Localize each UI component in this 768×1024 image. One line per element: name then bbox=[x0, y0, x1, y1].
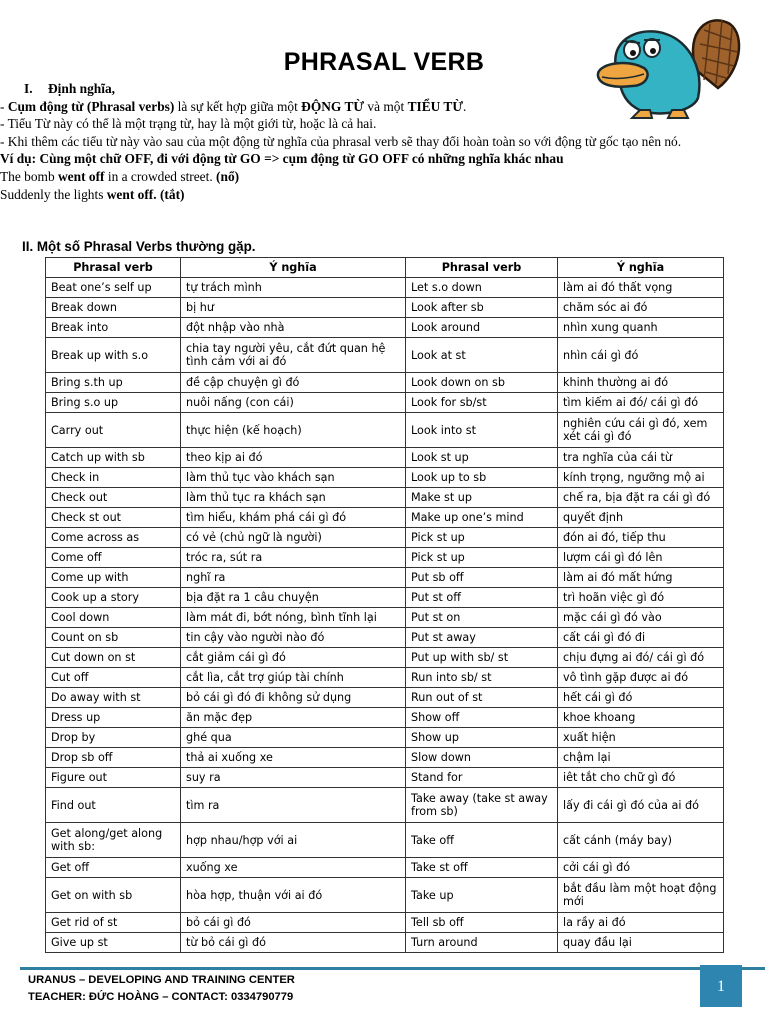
phrasal-verb-cell: Cut off bbox=[46, 668, 181, 688]
table-row bbox=[46, 278, 724, 298]
phrasal-verb-cell: Make up one’s mind bbox=[406, 508, 558, 528]
phrasal-verb-cell: Come off bbox=[46, 548, 181, 568]
table-row bbox=[46, 468, 724, 488]
table-row bbox=[46, 298, 724, 318]
phrasal-verb-cell: Look around bbox=[406, 318, 558, 338]
page-number: 1 bbox=[700, 965, 742, 1007]
meaning-cell: nghĩ ra bbox=[181, 568, 406, 588]
table-row bbox=[46, 748, 724, 768]
phrasal-verb-cell: Figure out bbox=[46, 768, 181, 788]
meaning-cell: kính trọng, ngưỡng mộ ai bbox=[558, 468, 724, 488]
meaning-cell: ăn mặc đẹp bbox=[181, 708, 406, 728]
meaning-cell: suy ra bbox=[181, 768, 406, 788]
phrasal-verb-cell: Pick st up bbox=[406, 548, 558, 568]
phrasal-verb-cell: Break up with s.o bbox=[46, 338, 181, 373]
meaning-cell: hợp nhau/hợp với ai bbox=[181, 823, 406, 858]
phrasal-verb-cell: Come up with bbox=[46, 568, 181, 588]
footer bbox=[28, 972, 295, 1006]
table-row bbox=[46, 933, 724, 953]
phrasal-verb-cell: Look st up bbox=[406, 448, 558, 468]
table-row bbox=[46, 448, 724, 468]
phrasal-verb-cell: Cool down bbox=[46, 608, 181, 628]
table-row bbox=[46, 508, 724, 528]
meaning-cell: hết cái gì đó bbox=[558, 688, 724, 708]
meaning-cell: vô tình gặp được ai đó bbox=[558, 668, 724, 688]
phrasal-verb-cell: Look after sb bbox=[406, 298, 558, 318]
meaning-cell: xuất hiện bbox=[558, 728, 724, 748]
meaning-cell: tin cậy vào người nào đó bbox=[181, 628, 406, 648]
phrasal-verb-cell: Drop by bbox=[46, 728, 181, 748]
table-row bbox=[46, 628, 724, 648]
table-row bbox=[46, 858, 724, 878]
table-row bbox=[46, 878, 724, 913]
meaning-cell: lấy đi cái gì đó của ai đó bbox=[558, 788, 724, 823]
phrasal-verb-cell: Dress up bbox=[46, 708, 181, 728]
table-row bbox=[46, 608, 724, 628]
table-row bbox=[46, 913, 724, 933]
phrasal-verb-cell: Put st away bbox=[406, 628, 558, 648]
phrasal-verb-cell: Run out of st bbox=[406, 688, 558, 708]
footer-center-name: URANUS – DEVELOPING AND TRAINING CENTER bbox=[28, 974, 295, 986]
header-meaning: Ý nghĩa bbox=[558, 258, 724, 278]
meaning-cell: nhìn xung quanh bbox=[558, 318, 724, 338]
meaning-cell: tróc ra, sút ra bbox=[181, 548, 406, 568]
phrasal-verb-cell: Take st off bbox=[406, 858, 558, 878]
header-phrasal-verb: Phrasal verb bbox=[46, 258, 181, 278]
example-sentence-2: Suddenly the lights went off. (tắt) bbox=[0, 186, 185, 202]
section-1-heading: I. Định nghĩa, bbox=[24, 81, 115, 96]
phrasal-verb-cell: Show off bbox=[406, 708, 558, 728]
meaning-cell: cởi cái gì đó bbox=[558, 858, 724, 878]
meaning-cell: đón ai đó, tiếp thu bbox=[558, 528, 724, 548]
phrasal-verb-cell: Get on with sb bbox=[46, 878, 181, 913]
meaning-cell: nghiên cứu cái gì đó, xem xét cái gì đó bbox=[558, 413, 724, 448]
meaning-cell: bịa đặt ra 1 câu chuyện bbox=[181, 588, 406, 608]
meaning-cell: hòa hợp, thuận với ai đó bbox=[181, 878, 406, 913]
table-row bbox=[46, 788, 724, 823]
page-title: PHRASAL VERB bbox=[283, 48, 485, 76]
phrasal-verb-cell: Get along/get along with sb: bbox=[46, 823, 181, 858]
definition-line-3: - Khi thêm các tiểu từ này vào sau của một động từ nghĩa của phrasal verb sẽ thay đổi hoàn toàn so với động từ gốc tạo nên nó. bbox=[0, 133, 682, 149]
table-row bbox=[46, 728, 724, 748]
phrasal-verb-cell: Bring s.th up bbox=[46, 373, 181, 393]
meaning-cell: bị hư bbox=[181, 298, 406, 318]
header-meaning: Ý nghĩa bbox=[181, 258, 406, 278]
meaning-cell: nhìn cái gì đó bbox=[558, 338, 724, 373]
table-row bbox=[46, 668, 724, 688]
meaning-cell: theo kịp ai đó bbox=[181, 448, 406, 468]
meaning-cell: đột nhập vào nhà bbox=[181, 318, 406, 338]
phrasal-verb-cell: Look down on sb bbox=[406, 373, 558, 393]
meaning-cell: tìm kiếm ai đó/ cái gì đó bbox=[558, 393, 724, 413]
phrasal-verb-cell: Slow down bbox=[406, 748, 558, 768]
table-row bbox=[46, 708, 724, 728]
phrasal-verb-cell: Cook up a story bbox=[46, 588, 181, 608]
meaning-cell: chậm lại bbox=[558, 748, 724, 768]
phrasal-verb-cell: Break down bbox=[46, 298, 181, 318]
phrasal-verb-cell: Look at st bbox=[406, 338, 558, 373]
phrasal-verb-cell: Come across as bbox=[46, 528, 181, 548]
meaning-cell: tra nghĩa của cái từ bbox=[558, 448, 724, 468]
phrasal-verb-cell: Check st out bbox=[46, 508, 181, 528]
meaning-cell: quyết định bbox=[558, 508, 724, 528]
table-row bbox=[46, 338, 724, 373]
meaning-cell: mặc cái gì đó vào bbox=[558, 608, 724, 628]
meaning-cell: lượm cái gì đó lên bbox=[558, 548, 724, 568]
footer-divider bbox=[20, 967, 765, 970]
phrasal-verb-cell: Get rid of st bbox=[46, 913, 181, 933]
phrasal-verb-cell: Look up to sb bbox=[406, 468, 558, 488]
meaning-cell: chế ra, bịa đặt ra cái gì đó bbox=[558, 488, 724, 508]
definition-line-2: - Tiểu Từ này có thể là một trạng từ, hay là một giới từ, hoặc là cả hai. bbox=[0, 116, 377, 132]
section-2-heading: II. Một số Phrasal Verbs thường gặp. bbox=[22, 239, 256, 254]
example-heading: Ví dụ: Cùng một chữ OFF, đi với động từ GO => cụm động từ GO OFF có những nghĩa khác nhau bbox=[0, 151, 564, 167]
phrasal-verb-cell: Put up with sb/ st bbox=[406, 648, 558, 668]
meaning-cell: có vẻ (chủ ngữ là người) bbox=[181, 528, 406, 548]
phrasal-verb-cell: Put st on bbox=[406, 608, 558, 628]
meaning-cell: iêt tắt cho chữ gì đó bbox=[558, 768, 724, 788]
table-row bbox=[46, 528, 724, 548]
meaning-cell: tìm hiểu, khám phá cái gì đó bbox=[181, 508, 406, 528]
meaning-cell: cắt lìa, cắt trợ giúp tài chính bbox=[181, 668, 406, 688]
example-sentence-1: The bomb went off in a crowded street. (nổ) bbox=[0, 168, 240, 184]
meaning-cell: la rầy ai đó bbox=[558, 913, 724, 933]
phrasal-verb-cell: Check in bbox=[46, 468, 181, 488]
phrasal-verb-cell: Beat one’s self up bbox=[46, 278, 181, 298]
meaning-cell: tìm ra bbox=[181, 788, 406, 823]
phrasal-verb-cell: Give up st bbox=[46, 933, 181, 953]
definition-line-1: - Cụm động từ (Phrasal verbs) là sự kết hợp giữa một ĐỘNG TỪ và một TIỂU TỪ. bbox=[0, 98, 467, 114]
phrasal-verb-cell: Take up bbox=[406, 878, 558, 913]
meaning-cell: khoe khoang bbox=[558, 708, 724, 728]
table-row bbox=[46, 568, 724, 588]
phrasal-verb-cell: Tell sb off bbox=[406, 913, 558, 933]
phrasal-verb-cell: Count on sb bbox=[46, 628, 181, 648]
meaning-cell: bỏ cái gì đó bbox=[181, 913, 406, 933]
table-row bbox=[46, 373, 724, 393]
meaning-cell: chia tay người yêu, cắt đứt quan hệ tình cảm với ai đó bbox=[181, 338, 406, 373]
meaning-cell: làm thủ tục ra khách sạn bbox=[181, 488, 406, 508]
phrasal-verb-cell: Break into bbox=[46, 318, 181, 338]
phrasal-verb-cell: Do away with st bbox=[46, 688, 181, 708]
phrasal-verb-cell: Drop sb off bbox=[46, 748, 181, 768]
phrasal-verb-cell: Take away (take st away from sb) bbox=[406, 788, 558, 823]
phrasal-verb-cell: Stand for bbox=[406, 768, 558, 788]
header-phrasal-verb: Phrasal verb bbox=[406, 258, 558, 278]
phrasal-verb-cell: Let s.o down bbox=[406, 278, 558, 298]
phrasal-verb-cell: Find out bbox=[46, 788, 181, 823]
meaning-cell: chăm sóc ai đó bbox=[558, 298, 724, 318]
phrasal-verb-cell: Look into st bbox=[406, 413, 558, 448]
meaning-cell: từ bỏ cái gì đó bbox=[181, 933, 406, 953]
meaning-cell: cất cánh (máy bay) bbox=[558, 823, 724, 858]
phrasal-verb-cell: Get off bbox=[46, 858, 181, 878]
meaning-cell: xuống xe bbox=[181, 858, 406, 878]
phrasal-verb-cell: Put st off bbox=[406, 588, 558, 608]
phrasal-verb-cell: Bring s.o up bbox=[46, 393, 181, 413]
table-row bbox=[46, 548, 724, 568]
meaning-cell: nuôi nấng (con cái) bbox=[181, 393, 406, 413]
phrasal-verb-cell: Look for sb/st bbox=[406, 393, 558, 413]
meaning-cell: làm thủ tục vào khách sạn bbox=[181, 468, 406, 488]
table-row bbox=[46, 318, 724, 338]
section-definition bbox=[0, 80, 720, 203]
phrasal-verb-cell: Carry out bbox=[46, 413, 181, 448]
table-row bbox=[46, 823, 724, 858]
table-header-row bbox=[46, 258, 724, 278]
phrasal-verb-cell: Run into sb/ st bbox=[406, 668, 558, 688]
table-row bbox=[46, 393, 724, 413]
meaning-cell: làm ai đó thất vọng bbox=[558, 278, 724, 298]
meaning-cell: bỏ cái gì đó đi không sử dụng bbox=[181, 688, 406, 708]
meaning-cell: cắt giảm cái gì đó bbox=[181, 648, 406, 668]
meaning-cell: chịu đựng ai đó/ cái gì đó bbox=[558, 648, 724, 668]
meaning-cell: trì hoãn việc gì đó bbox=[558, 588, 724, 608]
phrasal-verb-table bbox=[45, 257, 724, 953]
table-row bbox=[46, 413, 724, 448]
meaning-cell: đề cập chuyện gì đó bbox=[181, 373, 406, 393]
footer-teacher-contact: TEACHER: ĐỨC HOÀNG – CONTACT: 0334790779 bbox=[28, 991, 294, 1003]
table-row bbox=[46, 648, 724, 668]
meaning-cell: cất cái gì đó đi bbox=[558, 628, 724, 648]
meaning-cell: quay đầu lại bbox=[558, 933, 724, 953]
table-row bbox=[46, 488, 724, 508]
meaning-cell: làm ai đó mất hứng bbox=[558, 568, 724, 588]
phrasal-verb-cell: Take off bbox=[406, 823, 558, 858]
phrasal-verb-cell: Put sb off bbox=[406, 568, 558, 588]
phrasal-verb-cell: Turn around bbox=[406, 933, 558, 953]
meaning-cell: ghé qua bbox=[181, 728, 406, 748]
phrasal-verb-cell: Make st up bbox=[406, 488, 558, 508]
phrasal-verb-cell: Show up bbox=[406, 728, 558, 748]
table-row bbox=[46, 688, 724, 708]
table-row bbox=[46, 588, 724, 608]
meaning-cell: khinh thường ai đó bbox=[558, 373, 724, 393]
phrasal-verb-cell: Check out bbox=[46, 488, 181, 508]
meaning-cell: thực hiện (kế hoạch) bbox=[181, 413, 406, 448]
phrasal-verb-cell: Pick st up bbox=[406, 528, 558, 548]
meaning-cell: tự trách mình bbox=[181, 278, 406, 298]
table-row bbox=[46, 768, 724, 788]
phrasal-verb-cell: Catch up with sb bbox=[46, 448, 181, 468]
meaning-cell: thả ai xuống xe bbox=[181, 748, 406, 768]
meaning-cell: làm mát đi, bớt nóng, bình tĩnh lại bbox=[181, 608, 406, 628]
meaning-cell: bắt đầu làm một hoạt động mới bbox=[558, 878, 724, 913]
phrasal-verb-cell: Cut down on st bbox=[46, 648, 181, 668]
